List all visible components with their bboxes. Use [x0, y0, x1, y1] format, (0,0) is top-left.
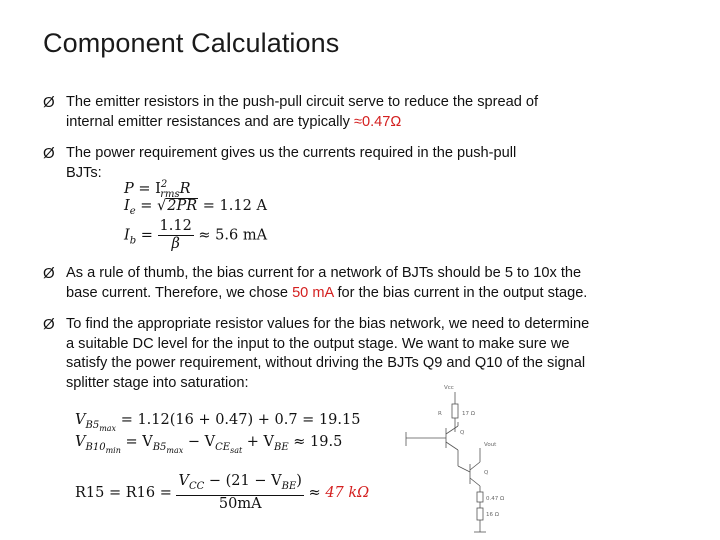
schematic-label-r-value: 17 Ω	[462, 411, 475, 417]
bullet-line: The emitter resistors in the push-pull circuit serve to reduce the spread of	[66, 94, 539, 110]
bullet-emitter-resistors	[43, 93, 683, 132]
equation-vb5-max: $V_{B5_{max}} = 1.12(16 + 0.47) + 0.7 = 19.15$	[75, 412, 361, 433]
arrow-bullet-icon: Ø	[43, 145, 55, 162]
schematic-label-q1: Q	[460, 430, 465, 436]
equation-base-current: $I_b$ = $\frac{1.12}{\beta}$ ≈ 5.6 mA	[124, 218, 268, 252]
bias-current-value: 50 mA	[292, 284, 334, 301]
bullet-bias-current	[43, 264, 683, 303]
bullet-power-requirement	[43, 144, 683, 183]
bullet-text	[66, 144, 683, 183]
bullet-line: The power requirement gives us the currents required in the push-pull	[66, 145, 517, 161]
schematic-label-vout: Vout	[484, 442, 497, 448]
schematic-label-r: R	[438, 411, 442, 417]
schematic-label-q2: Q	[484, 470, 489, 476]
page-title: Component Calculations	[43, 28, 340, 58]
bullet-line: As a rule of thumb, the bias current for a network of BJTs should be 5 to 10x the	[66, 265, 582, 281]
arrow-bullet-icon: Ø	[43, 316, 55, 333]
fraction: $\frac{V_{CC} - (21 - V_{BE})}{50mA}$	[178, 473, 302, 512]
equation-r15-r16: R15 = R16 = $\frac{V_{CC} - (21 - V_{BE})}{50mA}$ ≈ 47 kΩ	[75, 473, 370, 512]
bullet-line: satisfy the power requirement, without driving the BJTs Q9 and Q10 of the signal	[66, 355, 586, 371]
equation-power: $P = I^2_{rms}R$	[124, 179, 191, 200]
bullet-bias-network	[43, 315, 683, 393]
fraction: $\frac{1.12}{\beta}$	[159, 218, 192, 252]
bullet-line: To find the appropriate resistor values for the bias network, we need to determine	[66, 316, 590, 332]
equation-emitter-current: $I_e = √2PR = 1.12$ A	[124, 198, 267, 217]
bullet-line: base current. Therefore, we chose	[66, 284, 293, 301]
bullet-line: BJTs:	[66, 164, 102, 181]
schematic-label-vcc: Vcc	[444, 385, 454, 391]
bullet-text	[66, 315, 683, 393]
bullet-text	[66, 93, 683, 132]
emitter-resistor-value: ≈0.47Ω	[353, 113, 402, 130]
bullet-line: a suitable DC level for the input to the output stage. We want to make sure we	[66, 335, 570, 352]
equation-vb10-min: $V_{B10_{min}} = V_{B5_{max}} - V_{CE_{sat}} + V_{BE} \approx 19.5$	[75, 434, 343, 455]
schematic-label-047: 0.47 Ω	[486, 496, 505, 502]
schematic-label-16: 16 Ω	[486, 512, 499, 518]
push-pull-schematic	[400, 382, 520, 537]
arrow-bullet-icon: Ø	[43, 265, 55, 282]
resistor-value: 47 kΩ	[325, 484, 370, 501]
arrow-bullet-icon: Ø	[43, 94, 55, 111]
bullet-line: internal emitter resistances and are typically	[66, 113, 354, 130]
bullet-line: splitter stage into saturation:	[66, 374, 249, 391]
bullet-text: As a rule of thumb, the bias current for a network of BJTs should be 5 to 10x the base current. Therefore, we chose 50 mA for the bias current in the output stage.	[66, 265, 588, 301]
